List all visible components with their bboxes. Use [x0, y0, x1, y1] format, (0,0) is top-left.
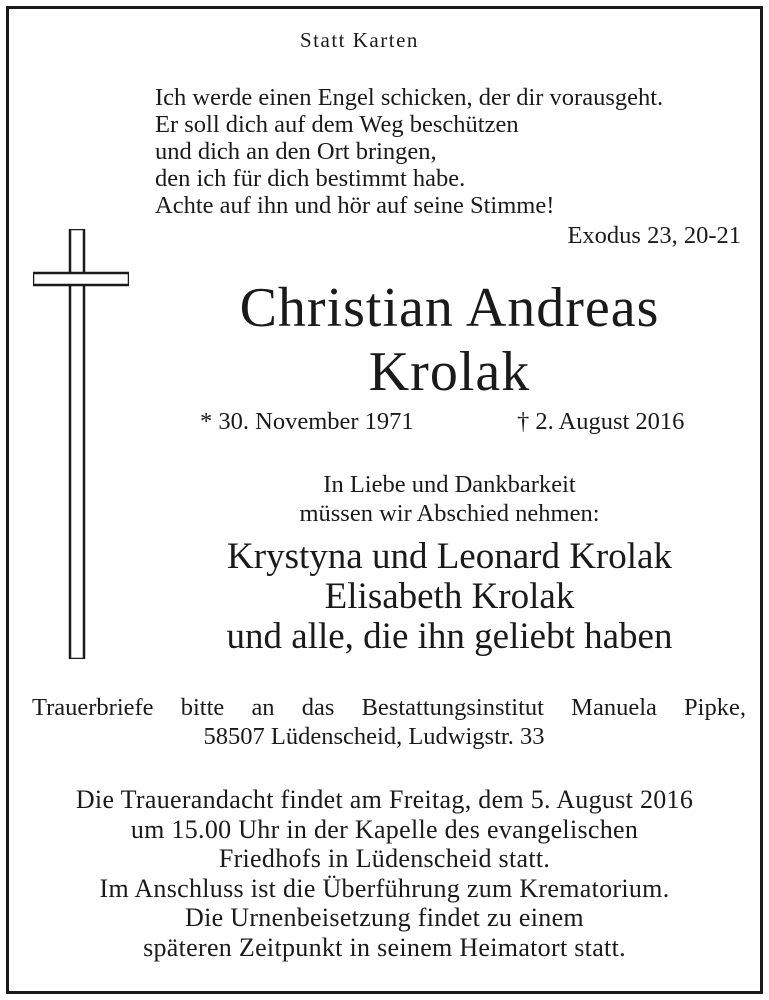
- condolence-word: Bestattungsinstitut: [361, 694, 544, 721]
- mourner-line: Elisabeth Krolak: [324, 576, 575, 617]
- condolence-word: an: [251, 694, 275, 721]
- verse-line: Achte auf ihn und hör auf seine Stimme!: [155, 192, 555, 219]
- deceased-name-first: Christian Andreas: [239, 277, 660, 339]
- farewell-line: müssen wir Abschied nehmen:: [299, 500, 600, 527]
- condolence-address: [32, 693, 746, 751]
- condolence-word: Manuela: [571, 694, 657, 721]
- farewell-line: In Liebe und Dankbarkeit: [323, 471, 576, 498]
- verse-line: Er soll dich auf dem Weg beschützen: [155, 111, 519, 138]
- farewell-text: [130, 470, 769, 528]
- service-line: Im Anschluss ist die Überführung zum Krematorium.: [99, 873, 670, 903]
- mourner-line: und alle, die ihn geliebt haben: [226, 616, 673, 657]
- condolence-word: Trauerbriefe: [32, 694, 154, 721]
- condolence-word: bitte: [180, 694, 225, 721]
- verse-source: Exodus 23, 20-21: [567, 222, 741, 249]
- service-information: [20, 785, 749, 962]
- verse-line: und dich an den Ort bringen,: [155, 138, 437, 165]
- mourner-line: Krystyna und Leonard Krolak: [227, 536, 672, 577]
- birth-date: * 30. November 1971: [200, 408, 414, 435]
- condolence-word: das: [301, 694, 335, 721]
- condolence-word: Pipke,: [684, 694, 746, 721]
- verse-line: den ich für dich bestimmt habe.: [155, 165, 466, 192]
- condolence-line-2: 58507 Lüdenscheid, Ludwigstr. 33: [203, 723, 545, 750]
- deceased-name-last: Krolak: [368, 341, 531, 403]
- death-date: † 2. August 2016: [517, 408, 685, 435]
- service-line: Friedhofs in Lüdenscheid statt.: [218, 844, 551, 873]
- mourners-list: [130, 537, 769, 657]
- condolence-line-1: [32, 693, 746, 722]
- bible-verse: [155, 84, 663, 219]
- service-line: Die Urnenbeisetzung findet zu einem: [185, 903, 584, 932]
- service-line: um 15.00 Uhr in der Kapelle des evangelischen: [130, 814, 639, 844]
- service-line: Die Trauerandacht findet am Freitag, dem 5. August 2016: [75, 785, 694, 814]
- verse-line: Ich werde einen Engel schicken, der dir vorausgeht.: [155, 84, 664, 111]
- service-line: späteren Zeitpunkt in seinem Heimatort statt.: [143, 932, 626, 962]
- cross-icon: [33, 229, 129, 659]
- statt-karten-label: Statt Karten: [300, 28, 419, 52]
